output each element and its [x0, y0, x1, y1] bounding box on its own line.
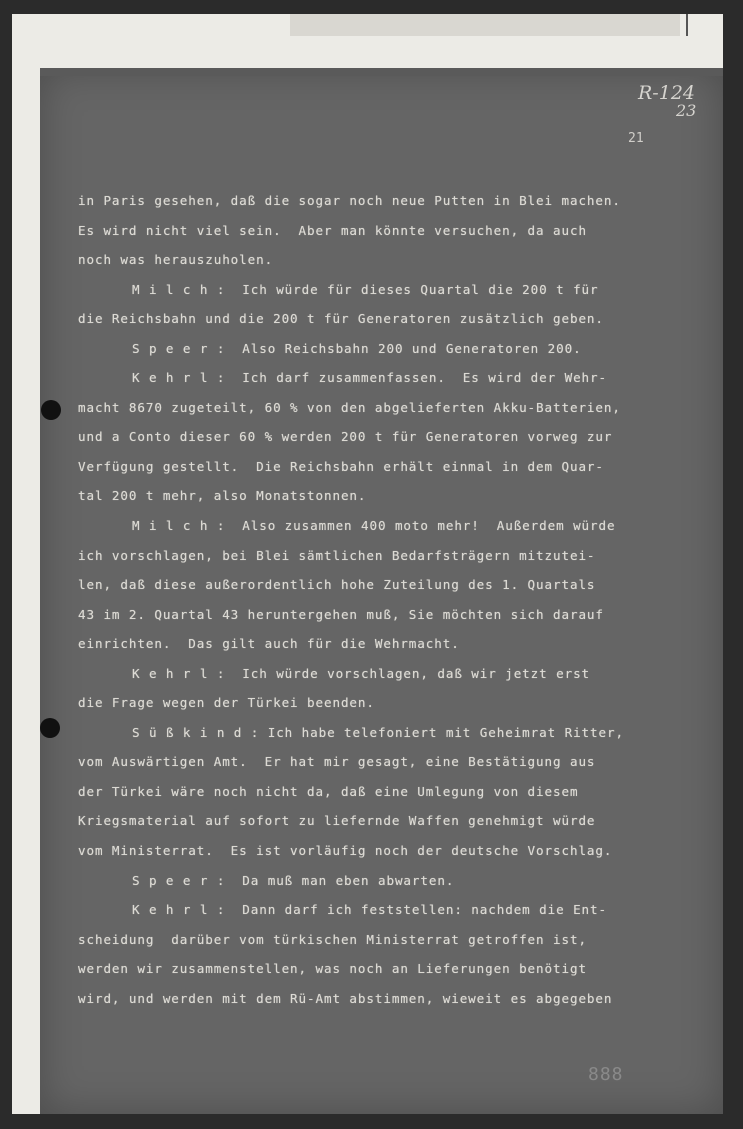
text-line: scheidung darüber vom türkischen Ministerrat getroffen ist,	[78, 931, 587, 947]
text-line: K e h r l : Dann darf ich feststellen: nachdem die Ent-	[132, 902, 607, 918]
text-line: Es wird nicht viel sein. Aber man könnte versuchen, da auch	[78, 222, 587, 238]
text-line: Kriegsmaterial auf sofort zu liefernde Waffen genehmigt würde	[78, 813, 596, 829]
text-line: Verfügung gestellt. Die Reichsbahn erhält einmal in dem Quar-	[78, 458, 604, 474]
typed-text-body	[78, 186, 678, 1013]
text-line: S ü ß k i n d : Ich habe telefoniert mit Geheimrat Ritter,	[132, 724, 624, 740]
page-number: 21	[628, 131, 644, 146]
text-line: und a Conto dieser 60 % werden 200 t für Generatoren vorweg zur	[78, 429, 613, 445]
underlying-paper-strip	[290, 14, 680, 36]
text-line: M i l c h : Also zusammen 400 moto mehr! Außerdem würde	[132, 518, 616, 534]
text-line: ich vorschlagen, bei Blei sämtlichen Bedarfsträgern mitzutei-	[78, 547, 596, 563]
text-line: wird, und werden mit dem Rü-Amt abstimmen, wieweit es abgegeben	[78, 990, 613, 1006]
text-line: macht 8670 zugeteilt, 60 % von den abgelieferten Akku-Batterien,	[78, 399, 621, 415]
handwritten-reference-line-1: R-124	[638, 82, 695, 104]
text-line: der Türkei wäre noch nicht da, daß eine Umlegung von diesem	[78, 783, 579, 799]
text-line: K e h r l : Ich darf zusammenfassen. Es wird der Wehr-	[132, 370, 607, 386]
text-line: werden wir zusammenstellen, was noch an Lieferungen benötigt	[78, 961, 587, 977]
text-line: len, daß diese außerordentlich hohe Zuteilung des 1. Quartals	[78, 577, 596, 593]
text-line: tal 200 t mehr, also Monatstonnen.	[78, 488, 367, 504]
text-line: einrichten. Das gilt auch für die Wehrmacht.	[78, 636, 460, 652]
text-line: vom Auswärtigen Amt. Er hat mir gesagt, eine Bestätigung aus	[78, 754, 596, 770]
text-line: noch was herauszuholen.	[78, 252, 274, 268]
text-line: 43 im 2. Quartal 43 heruntergehen muß, Sie möchten sich darauf	[78, 606, 604, 622]
text-line: M i l c h : Ich würde für dieses Quartal die 200 t für	[132, 281, 599, 297]
text-line: in Paris gesehen, daß die sogar noch neue Putten in Blei machen.	[78, 193, 621, 208]
text-line: K e h r l : Ich würde vorschlagen, daß wir jetzt erst	[132, 665, 591, 681]
text-line: S p e e r : Da muß man eben abwarten.	[132, 872, 455, 888]
photostat-top-edge	[40, 68, 723, 76]
text-line: die Frage wegen der Türkei beenden.	[78, 695, 375, 711]
handwritten-reference-line-2: 23	[676, 101, 697, 120]
underlying-paper-edge	[686, 14, 688, 36]
punch-hole-bottom	[40, 718, 60, 738]
text-line: vom Ministerrat. Es ist vorläufig noch der deutsche Vorschlag.	[78, 843, 613, 859]
text-line: die Reichsbahn und die 200 t für Generatoren zusätzlich geben.	[78, 311, 604, 327]
handwritten-reference-note	[638, 84, 718, 120]
punch-hole-top	[41, 400, 61, 420]
archive-stamp-number: 888	[588, 1064, 624, 1085]
text-line: S p e e r : Also Reichsbahn 200 und Generatoren 200.	[132, 340, 582, 356]
